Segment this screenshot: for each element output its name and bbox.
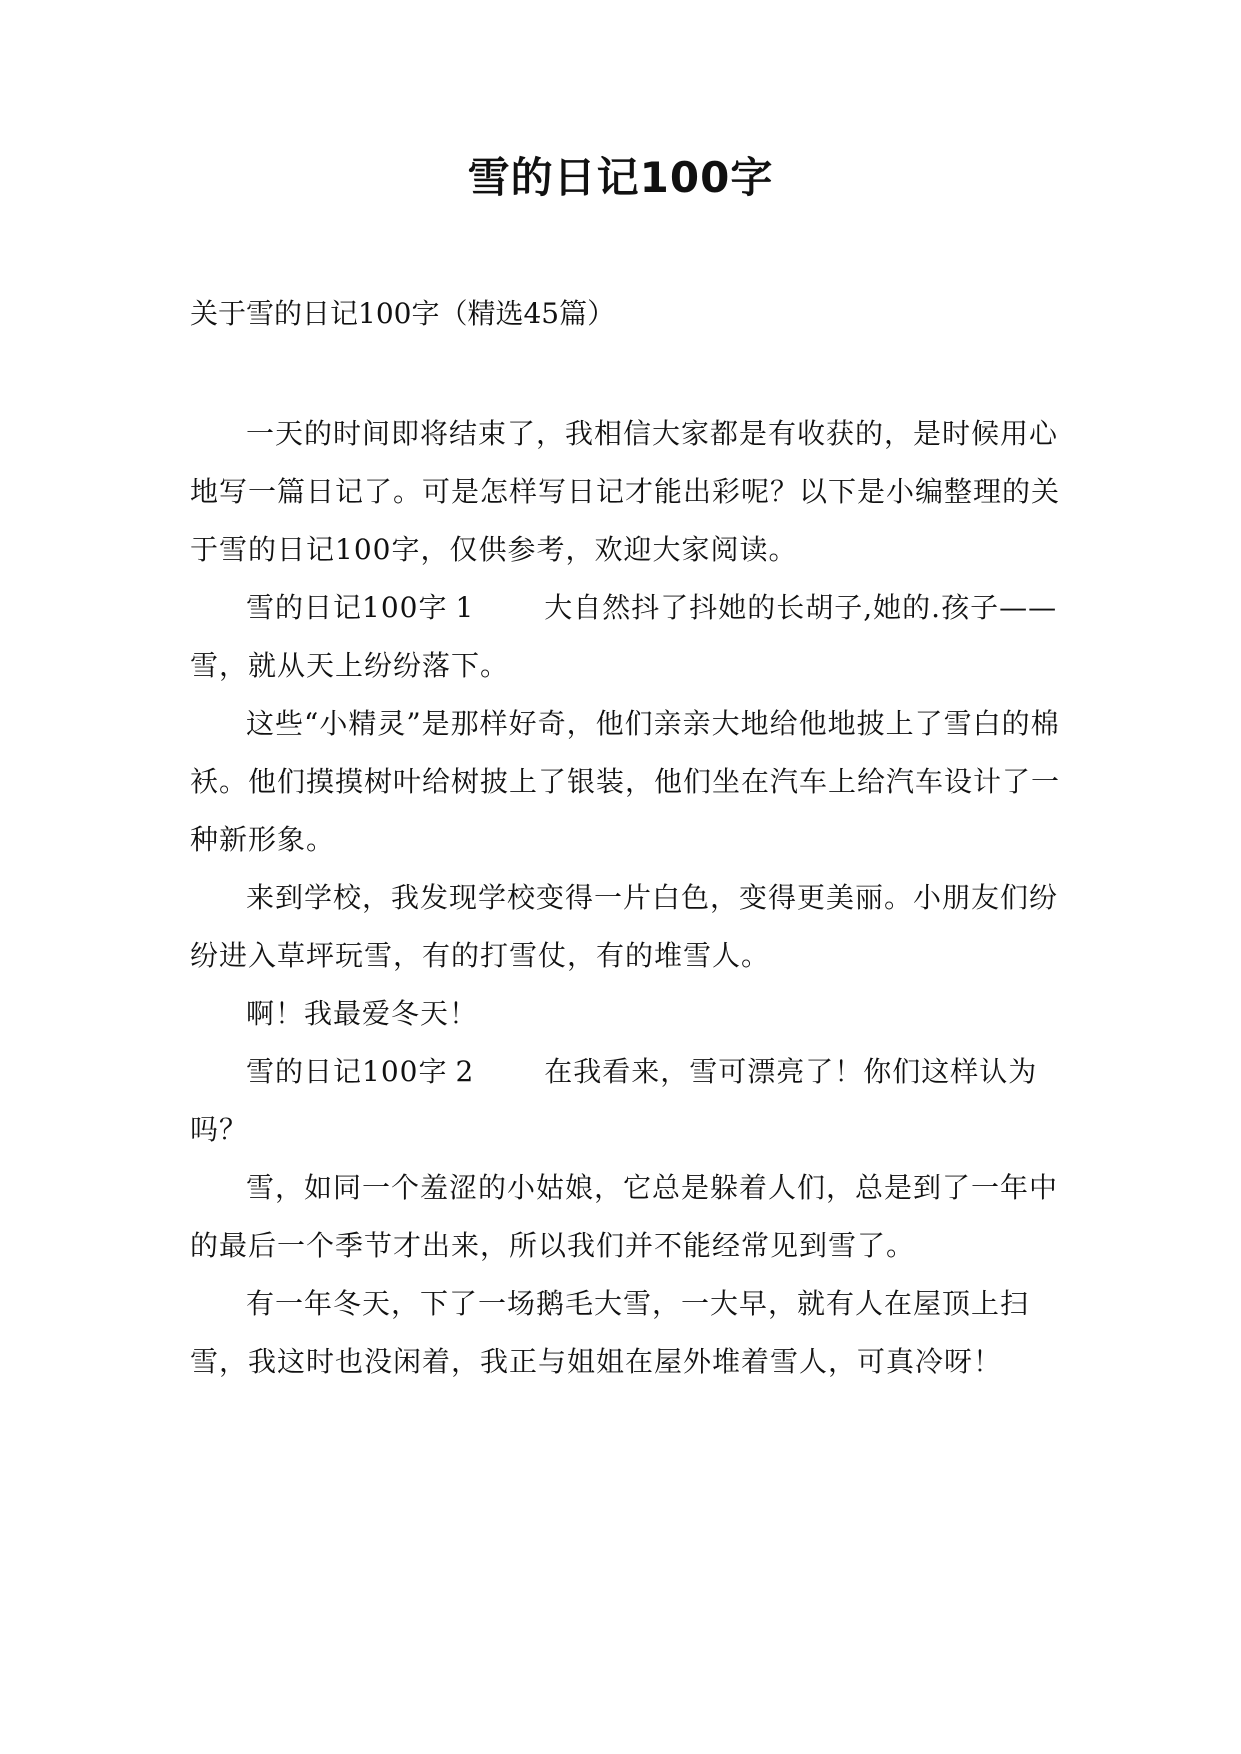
document-subtitle: 关于雪的日记100字（精选45篇） (190, 297, 616, 330)
entry-1-paragraph-2: 这些“小精灵”是那样好奇，他们亲亲大地给他地披上了雪白的棉袄。他们摸摸树叶给树披上了银装，他们坐在汽车上给汽车设计了一种新形象。 (190, 707, 1061, 856)
entry-1-number: 1 (455, 591, 475, 624)
entry-1-paragraph-3: 来到学校，我发现学校变得一片白色，变得更美丽。小朋友们纷纷进入草坪玩雪，有的打雪仗，有的堆雪人。 (190, 881, 1059, 972)
document-title: 雪的日记100字 (467, 153, 774, 202)
entry-1-paragraph-4: 啊！我最爱冬天！ (246, 997, 479, 1030)
entry-2-paragraph-3: 有一年冬天，下了一场鹅毛大雪，一大早，就有人在屋顶上扫雪，我这时也没闲着，我正与姐姐在屋外堆着雪人，可真冷呀！ (190, 1287, 1030, 1378)
intro-paragraph: 一天的时间即将结束了，我相信大家都是有收获的，是时候用心地写一篇日记了。可是怎样写日记才能出彩呢？以下是小编整理的关于雪的日记100字，仅供参考，欢迎大家阅读。 (190, 417, 1061, 566)
entry-1-heading: 雪的日记100字 (246, 591, 448, 624)
entry-2-heading: 雪的日记100字 (246, 1055, 448, 1088)
entry-2-paragraph-2: 雪，如同一个羞涩的小姑娘，它总是躲着人们，总是到了一年中的最后一个季节才出来，所以我们并不能经常见到雪了。 (190, 1171, 1059, 1262)
entry-2-paragraph-1: 在我看来，雪可漂亮了！你们这样认为吗？ (190, 1055, 1038, 1146)
document-body (190, 405, 1060, 1391)
entry-1-paragraph-1: 大自然抖了抖她的长胡子,她的.孩子——雪，就从天上纷纷落下。 (190, 591, 1058, 682)
entry-2-number: 2 (455, 1055, 475, 1088)
entry-1-first-paragraph (190, 579, 1060, 695)
entry-2-first-paragraph (190, 1043, 1060, 1159)
